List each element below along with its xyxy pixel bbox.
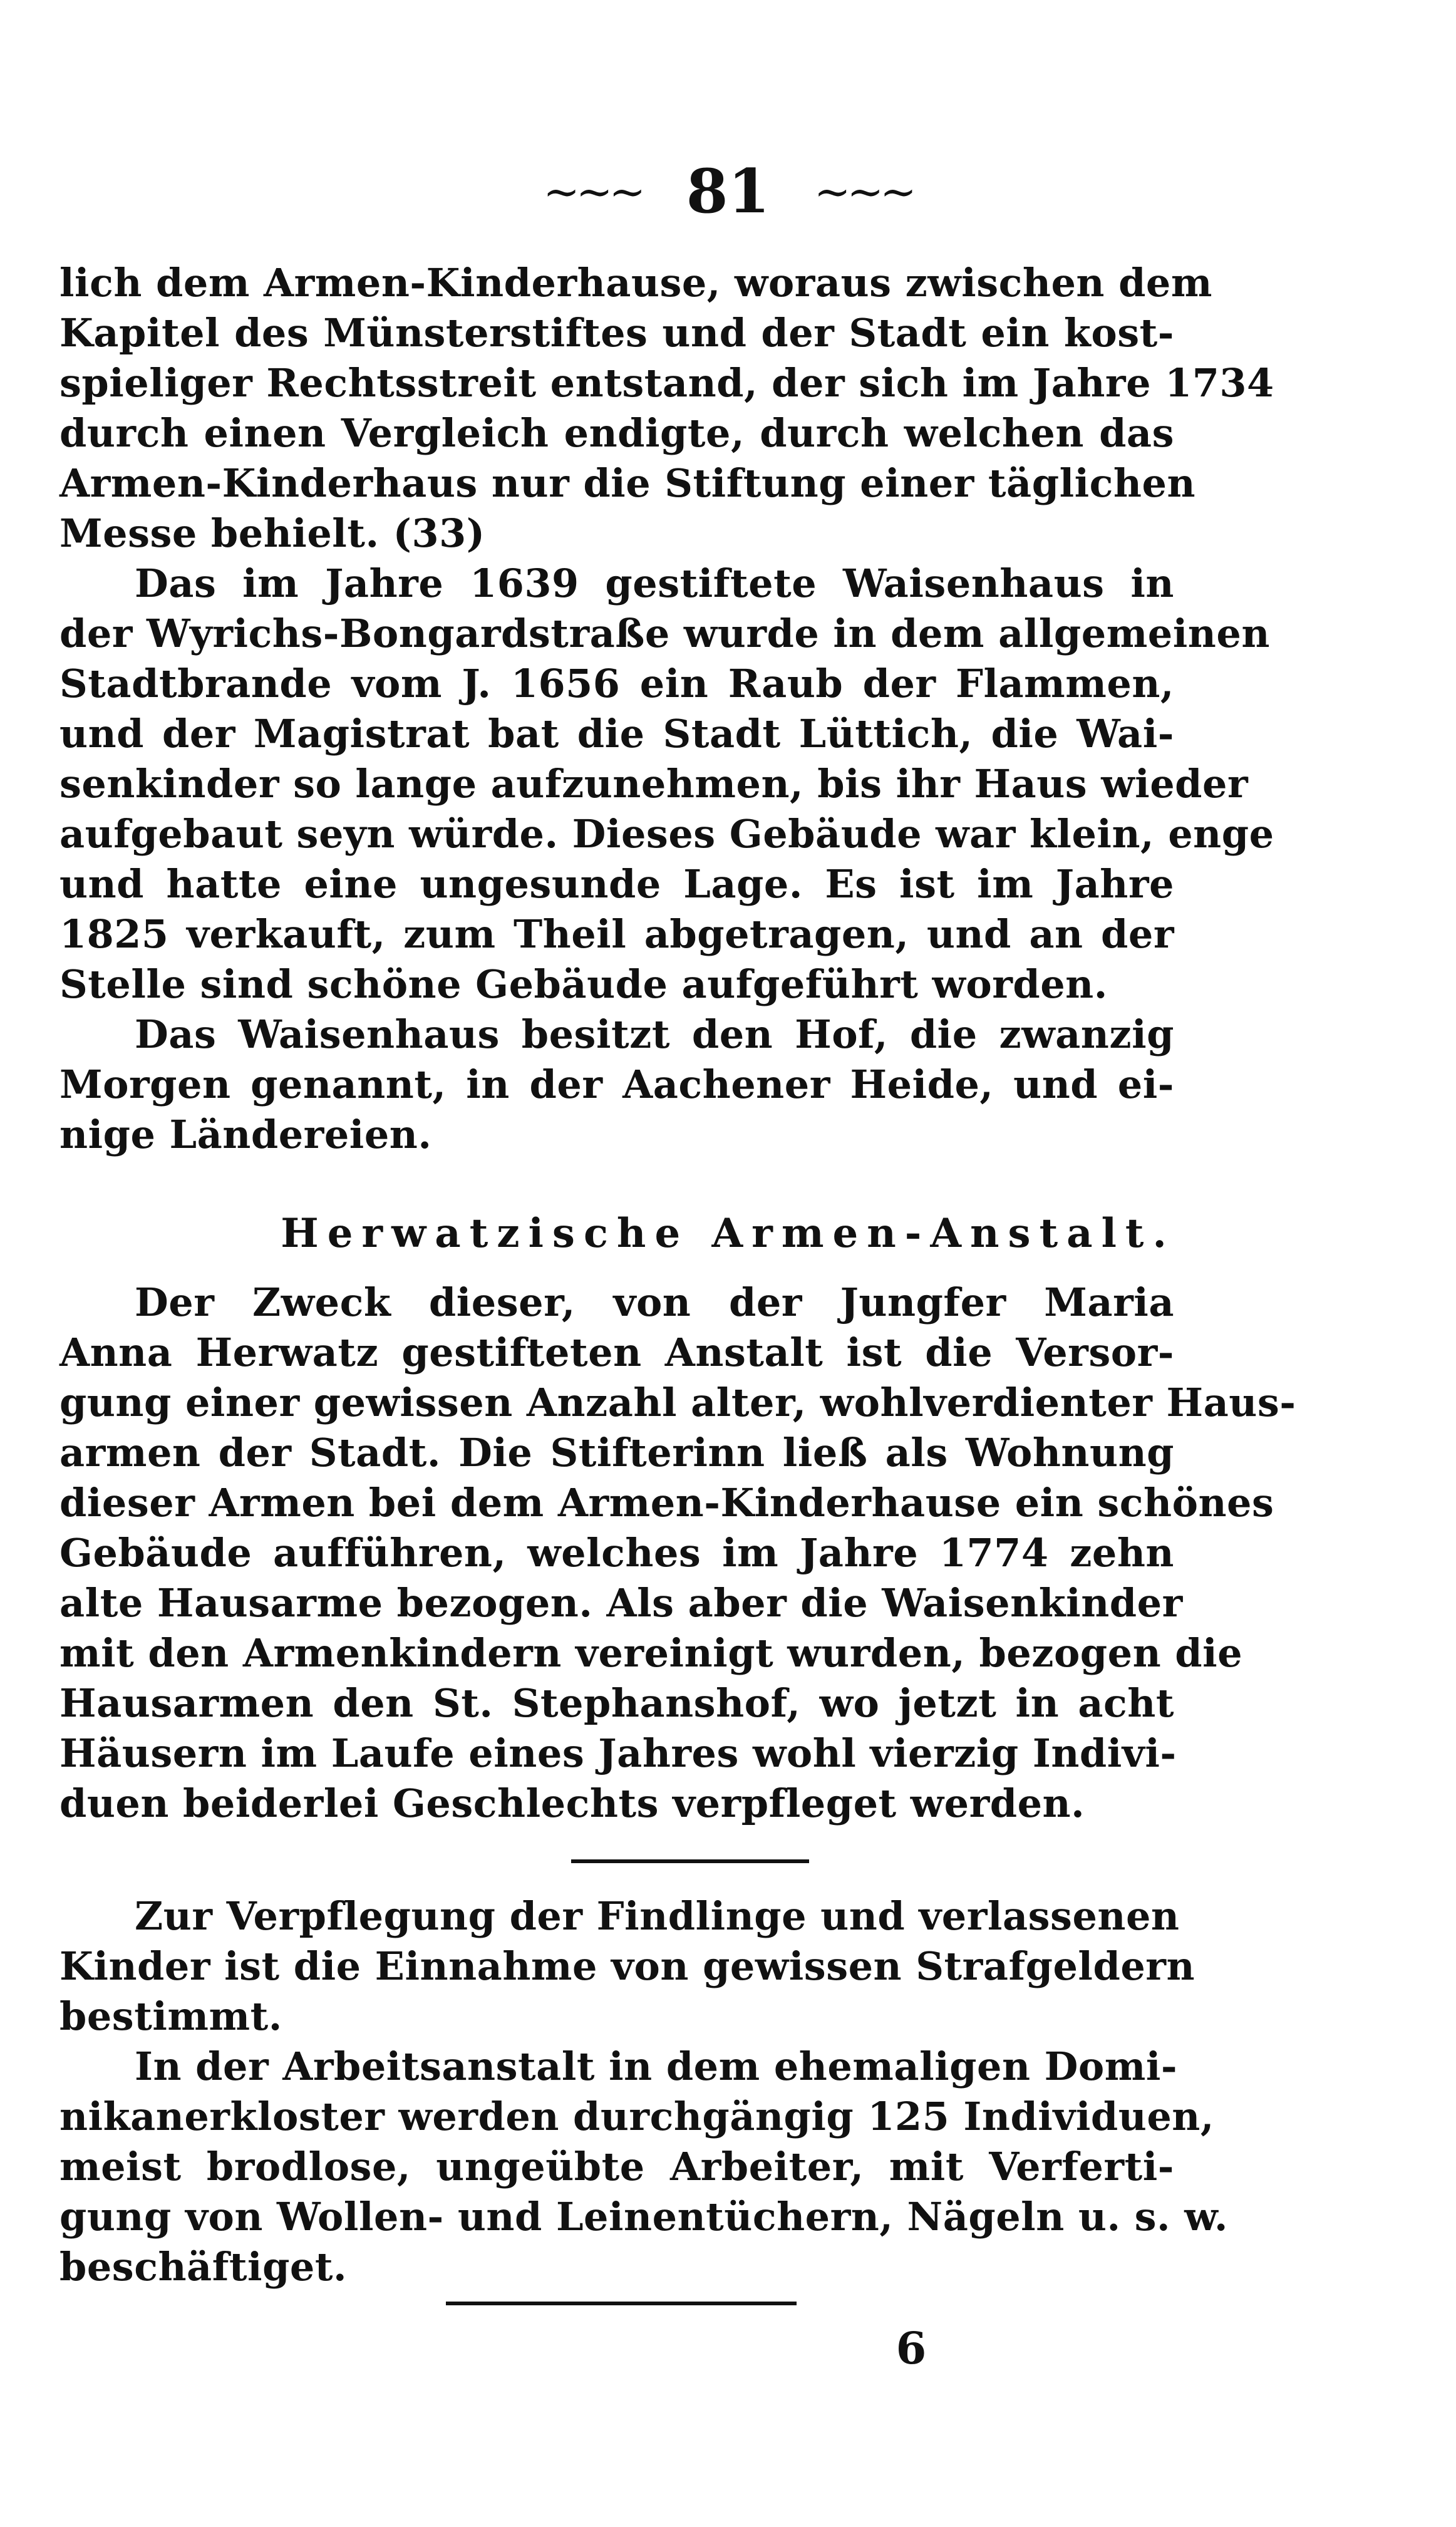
text-line: 1825 verkauft, zum Theil abgetragen, und an der	[59, 911, 1174, 957]
section-heading: Herwatzische Armen-Anstalt.	[281, 1210, 1175, 1257]
page-header	[0, 156, 1456, 227]
text-line: durch einen Vergleich endigte, durch welchen das	[59, 410, 1174, 456]
text-line: der Wyrichs-Bongardstraße wurde in dem allgemeinen	[59, 611, 1270, 656]
text-line: Das Waisenhaus besitzt den Hof, die zwanzig	[135, 1011, 1174, 1057]
text-line: Das im Jahre 1639 gestiftete Waisenhaus in	[135, 561, 1174, 606]
header-ornament-right: ~~~	[813, 166, 913, 217]
text-line: dieser Armen bei dem Armen-Kinderhause ein schönes	[59, 1480, 1274, 1526]
text-line: Stadtbrande vom J. 1656 ein Raub der Flammen,	[59, 661, 1174, 706]
text-line: Hausarmen den St. Stephanshof, wo jetzt in acht	[59, 1680, 1174, 1726]
text-line: Kapitel des Münsterstiftes und der Stadt ein kost-	[59, 310, 1174, 356]
text-line: Häusern im Laufe eines Jahres wohl vierzig Indivi-	[59, 1730, 1177, 1776]
text-line: Zur Verpflegung der Findlinge und verlassenen	[135, 1893, 1180, 1939]
text-line: bestimmt.	[59, 1993, 282, 2039]
page-number: 81	[686, 156, 770, 227]
text-line: Messe behielt. (33)	[59, 510, 485, 556]
text-line: nikanerkloster werden durchgängig 125 Individuen,	[59, 2094, 1214, 2139]
text-line: mit den Armenkindern vereinigt wurden, bezogen die	[59, 1630, 1243, 1676]
text-line: beschäftiget.	[59, 2244, 348, 2290]
text-line: nige Ländereien.	[59, 1112, 432, 1157]
text-line: meist brodlose, ungeübte Arbeiter, mit Verferti-	[59, 2144, 1174, 2189]
text-line: aufgebaut seyn würde. Dieses Gebäude war klein, enge	[59, 811, 1274, 857]
text-line: Armen-Kinderhaus nur die Stiftung einer täglichen	[59, 460, 1196, 506]
text-line: armen der Stadt. Die Stifterinn ließ als Wohnung	[59, 1430, 1174, 1475]
text-line: lich dem Armen-Kinderhause, woraus zwischen dem	[59, 260, 1212, 306]
text-line: duen beiderlei Geschlechts verpfleget werden.	[59, 1780, 1085, 1826]
text-line: Stelle sind schöne Gebäude aufgeführt worden.	[59, 961, 1108, 1007]
header-ornament-left: ~~~	[543, 166, 643, 217]
text-line: In der Arbeitsanstalt in dem ehemaligen Domi-	[135, 2044, 1178, 2089]
text-line: alte Hausarme bezogen. Als aber die Waisenkinder	[59, 1580, 1183, 1626]
text-line: und der Magistrat bat die Stadt Lüttich, die Wai-	[59, 711, 1174, 757]
section-divider	[571, 1859, 809, 1863]
text-line: Anna Herwatz gestifteten Anstalt ist die Versor-	[59, 1330, 1174, 1375]
text-line: gung von Wollen- und Leinentüchern, Nägeln u. s. w.	[59, 2194, 1228, 2240]
text-line: Kinder ist die Einnahme von gewissen Strafgeldern	[59, 1943, 1195, 1989]
text-line: und hatte eine ungesunde Lage. Es ist im Jahre	[59, 861, 1174, 907]
text-line: senkinder so lange aufzunehmen, bis ihr Haus wieder	[59, 761, 1249, 807]
text-line: Der Zweck dieser, von der Jungfer Maria	[135, 1279, 1174, 1325]
text-line: Gebäude aufführen, welches im Jahre 1774 zehn	[59, 1530, 1174, 1576]
text-line: Morgen genannt, in der Aachener Heide, und ei-	[59, 1062, 1174, 1107]
text-line: spieliger Rechtsstreit entstand, der sich im Jahre 1734	[59, 360, 1274, 406]
signature-mark: 6	[896, 2322, 927, 2374]
text-line: gung einer gewissen Anzahl alter, wohlverdienter Haus-	[59, 1380, 1296, 1425]
footer-rule	[446, 2302, 797, 2305]
